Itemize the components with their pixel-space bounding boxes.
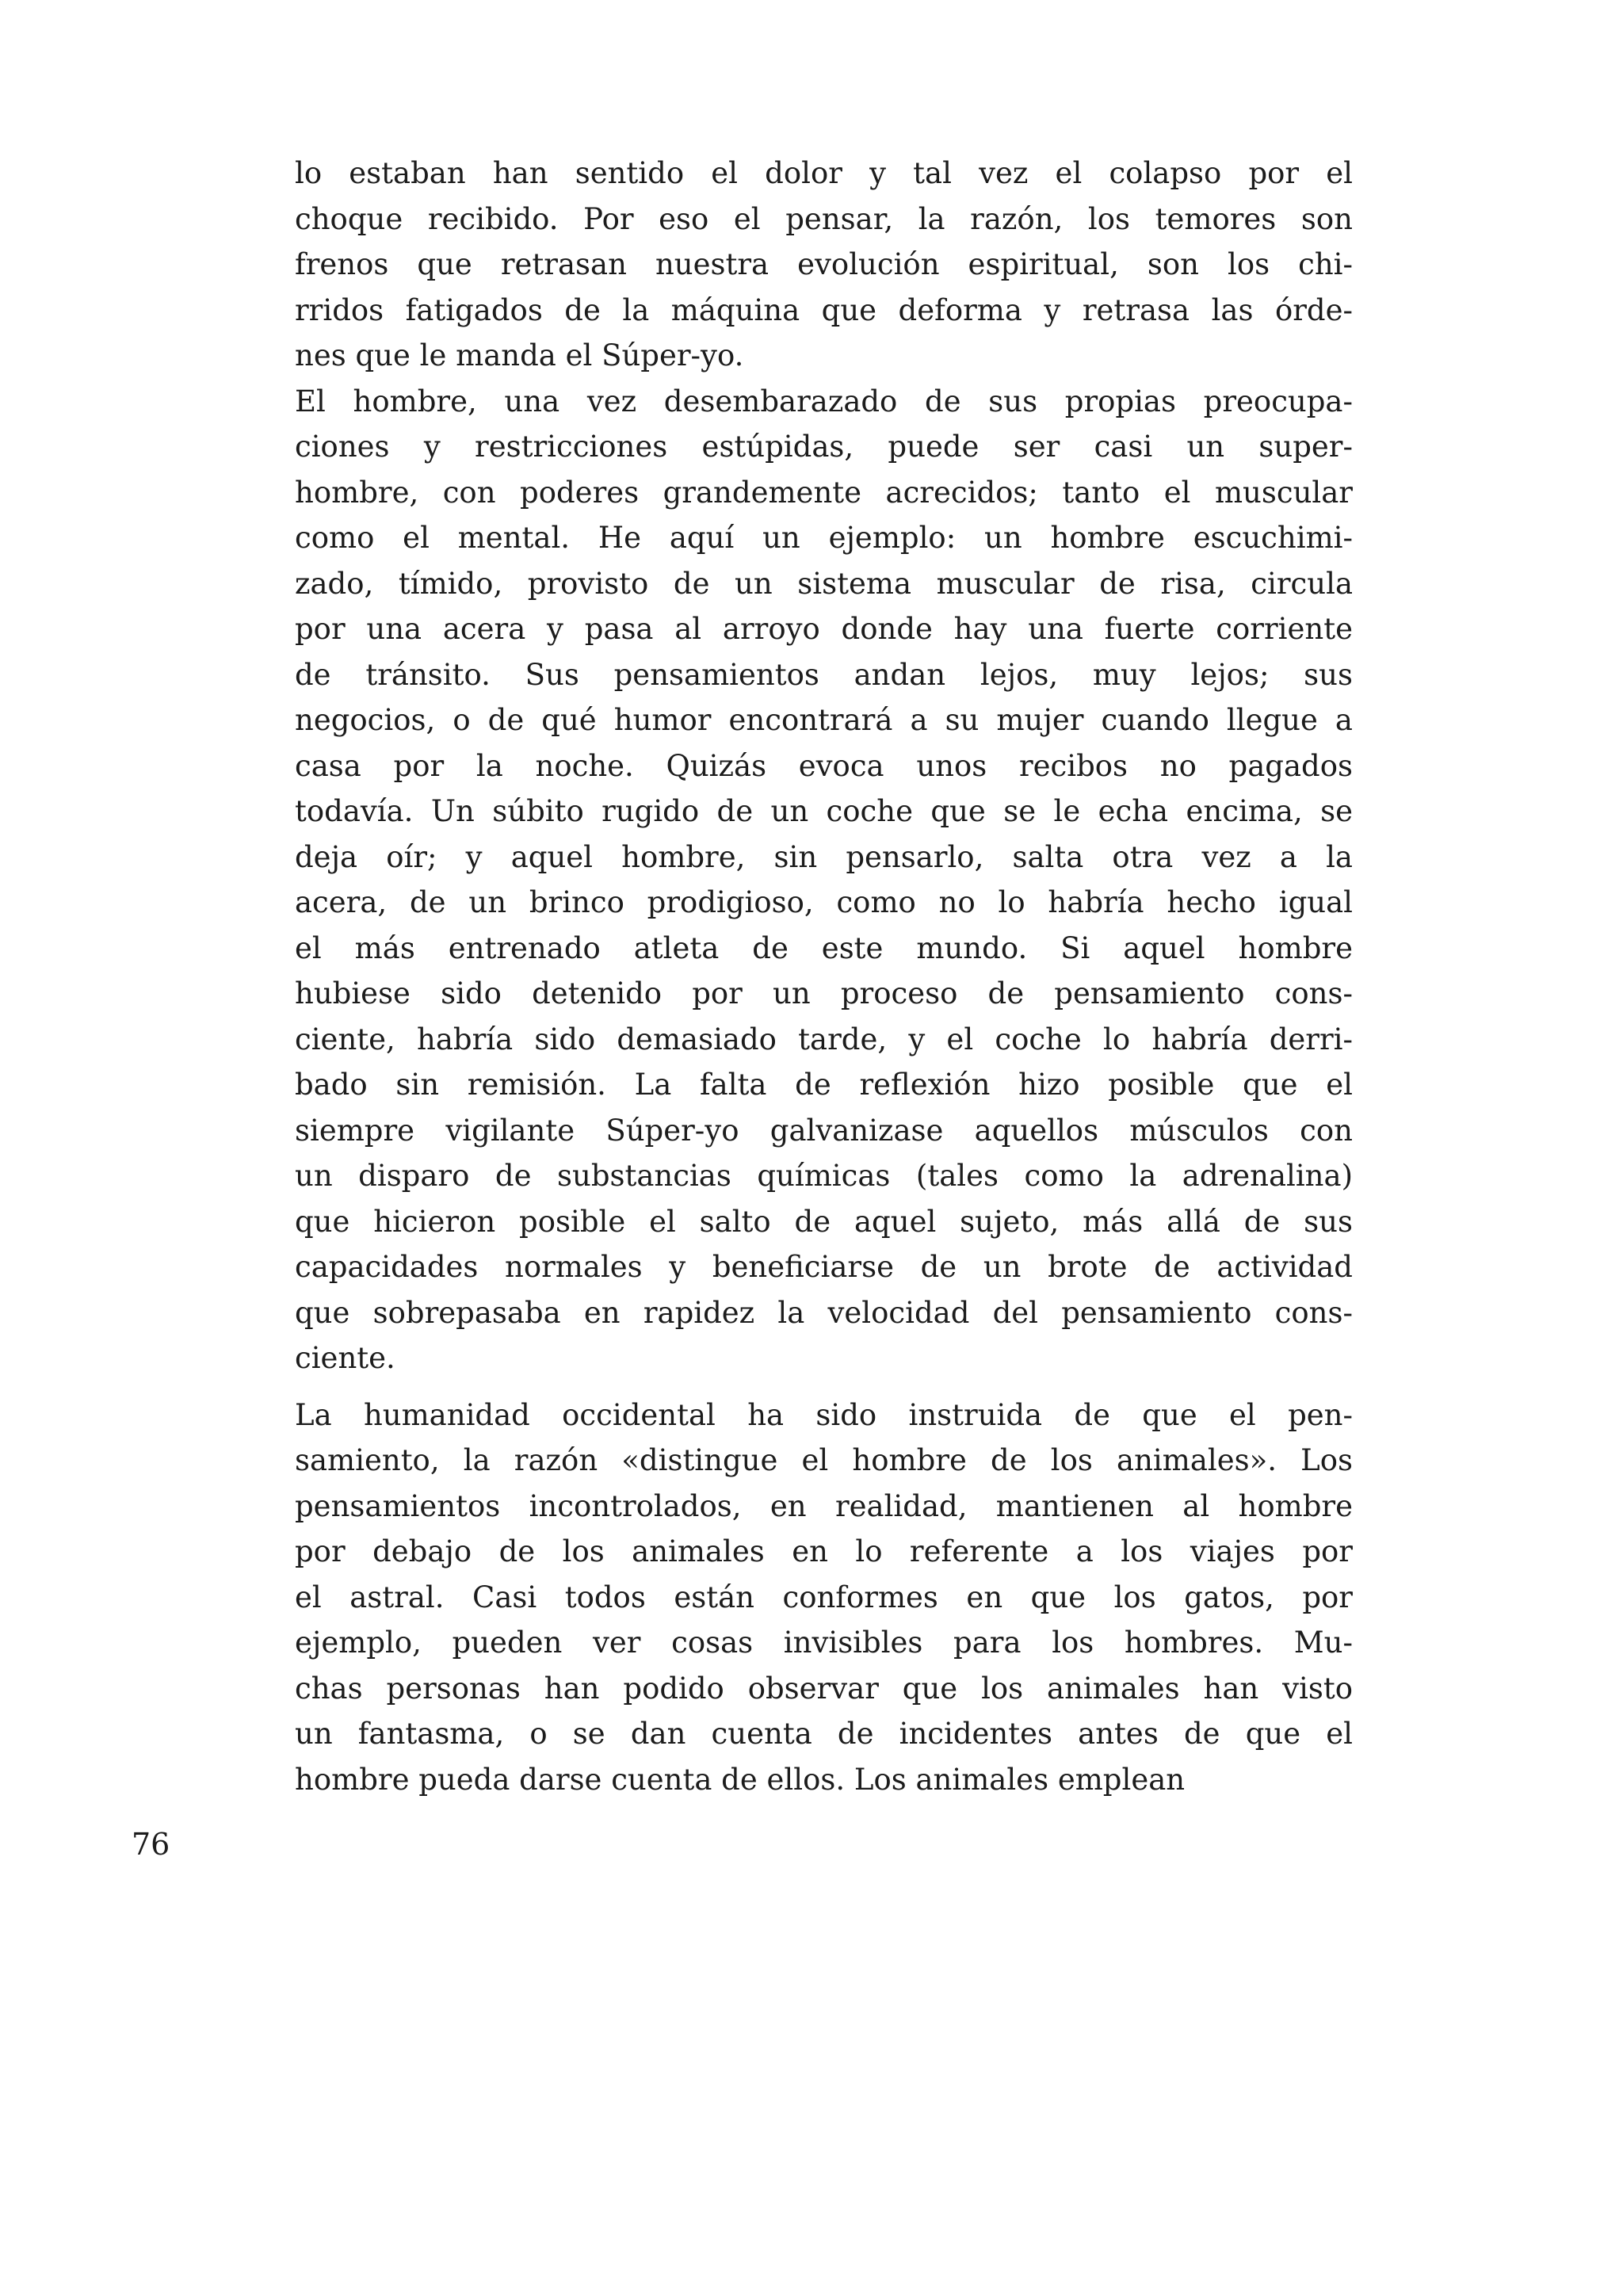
text-line: por debajo de los animales en lo referente a los viajes por [295,1534,1353,1568]
text-line: por una acera y pasa al arroyo donde hay una fuerte corriente [295,612,1353,646]
text-line: casa por la noche. Quizás evoca unos recibos no pagados [295,748,1353,783]
text-line: hombre pueda darse cuenta de ellos. Los animales emplean [295,1762,1186,1797]
text-line: un fantasma, o se dan cuenta de incidentes antes de que el [295,1717,1353,1751]
text-line: ciente, habría sido demasiado tarde, y el coche lo habría derri- [295,1022,1353,1056]
text-line: El hombre, una vez desembarazado de sus propias preocupa- [295,384,1353,418]
text-line: samiento, la razón «distingue el hombre de los animales». Los [295,1443,1353,1477]
text-line: lo estaban han sentido el dolor y tal vez el colapso por el [295,156,1353,190]
text-line: hubiese sido detenido por un proceso de pensamiento cons- [295,976,1353,1010]
text-line: pensamientos incontrolados, en realidad, mantienen al hombre [295,1488,1353,1523]
text-line: el más entrenado atleta de este mundo. Si aquel hombre [295,930,1353,965]
text-line: un disparo de substancias químicas (tales como la adrenalina) [295,1159,1353,1193]
text-line: de tránsito. Sus pensamientos andan lejos, muy lejos; sus [295,657,1353,692]
text-line: ciente. [295,1341,395,1375]
text-line: choque recibido. Por eso el pensar, la razón, los temores son [295,201,1353,236]
text-line: siempre vigilante Súper-yo galvanizase aquellos músculos con [295,1113,1353,1148]
text-line: chas personas han podido observar que los animales han visto [295,1671,1353,1706]
text-line: ejemplo, pueden ver cosas invisibles para los hombres. Mu- [295,1626,1353,1660]
text-line: que hicieron posible el salto de aquel sujeto, más allá de sus [295,1204,1353,1239]
paragraph-spacing [295,1381,1353,1392]
page-number: 76 [132,1827,170,1862]
body-text [295,151,1353,1802]
text-line: el astral. Casi todos están conformes en que los gatos, por [295,1580,1353,1614]
text-line: todavía. Un súbito rugido de un coche que se le echa encima, se [295,794,1353,828]
text-line: La humanidad occidental ha sido instruida de que el pen- [295,1397,1353,1432]
text-line: acera, de un brinco prodigioso, como no lo habría hecho igual [295,885,1353,919]
paragraph-1 [295,151,1353,379]
text-line: que sobrepasaba en rapidez la velocidad del pensamiento cons- [295,1295,1353,1330]
text-line: como el mental. He aquí un ejemplo: un hombre escuchimi- [295,521,1353,555]
text-line: hombre, con poderes grandemente acrecidos; tanto el muscular [295,475,1353,510]
text-line: rridos fatigados de la máquina que deforma y retrasa las órde- [295,292,1353,327]
text-line: negocios, o de qué humor encontrará a su mujer cuando llegue a [295,703,1353,737]
paragraph-2 [295,379,1353,1381]
paragraph-3 [295,1392,1353,1803]
text-line: frenos que retrasan nuestra evolución espiritual, son los chi- [295,247,1353,281]
text-line: zado, tímido, provisto de un sistema muscular de risa, circula [295,566,1353,601]
text-line: nes que le manda el Súper-yo. [295,338,744,372]
text-line: ciones y restricciones estúpidas, puede ser casi un super- [295,430,1353,464]
text-line: capacidades normales y beneficiarse de un brote de actividad [295,1250,1353,1284]
text-line: bado sin remisión. La falta de reflexión hizo posible que el [295,1068,1353,1102]
text-line: deja oír; y aquel hombre, sin pensarlo, salta otra vez a la [295,839,1353,874]
